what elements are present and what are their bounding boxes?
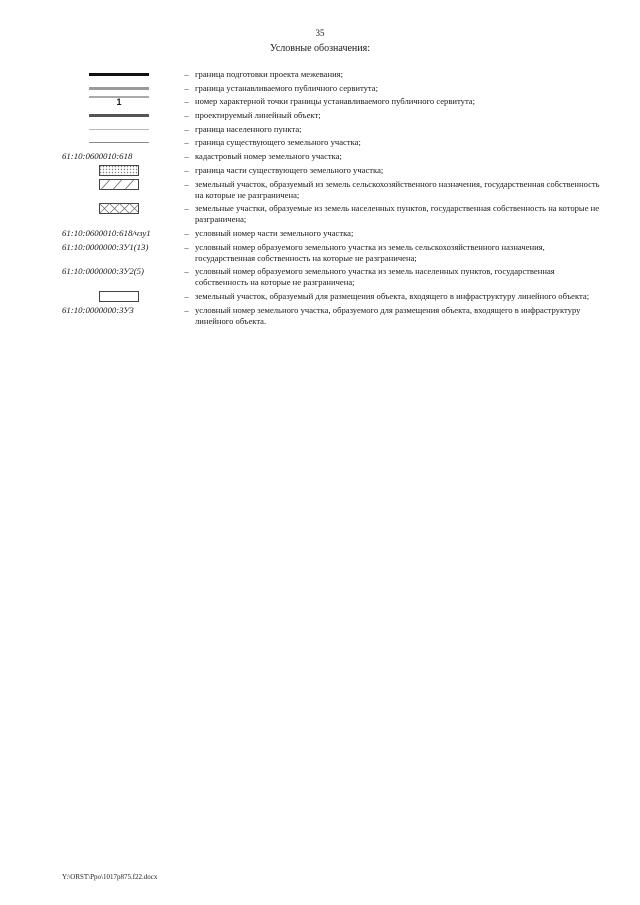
cross-hatched-box-icon [99,203,139,214]
legend-symbol [60,179,178,190]
legend-symbol [60,137,178,148]
legend-item [60,179,605,201]
legend-text: граница части существующего земельного участка; [195,164,384,175]
legend-text: граница существующего земельного участка; [195,137,361,148]
legend-dash: – [184,290,189,301]
legend-symbol [60,69,178,80]
legend-dash: – [184,69,189,79]
legend-symbol [60,203,178,214]
legend-item [60,305,605,327]
legend-item [60,110,605,121]
legend-dash: – [184,178,189,189]
legend-item [60,291,605,302]
parcel-code: 61:10:0000000:ЗУ2(5) [62,266,144,277]
legend-item [60,83,605,94]
legend-text: земельный участок, образуемый из земель сельскохозяйственного назначения, государственная собственность на которые не разграничена; [195,178,600,200]
legend-text: граница устанавливаемого публичного сервитута; [195,82,378,93]
thin-line-icon [89,129,149,130]
legend-symbol [60,291,178,302]
legend-item [60,266,605,288]
thin-dark-line-icon [89,142,149,143]
legend-symbol [60,165,178,176]
legend-dash: – [184,164,189,175]
legend-dash: – [184,110,189,121]
legend-item [60,228,605,239]
legend-item [60,96,605,107]
legend-dash: – [184,227,189,238]
legend-dash: – [184,96,189,107]
dotted-box-icon [99,165,139,176]
legend-text: кадастровый номер земельного участка; [195,151,342,162]
legend-item [60,151,605,162]
legend-symbol [60,124,178,135]
legend-list [60,69,605,329]
page-number: 35 [315,28,325,38]
legend-dash: – [184,151,189,162]
legend-text: проектируемый линейный объект; [195,110,321,121]
thick-black-line-icon [89,73,149,76]
parcel-code: 61:10:0000000:ЗУ3 [62,304,134,315]
legend-dash: – [184,241,189,252]
legend-dash: – [184,82,189,93]
dark-gray-line-icon [89,114,149,117]
legend-dash: – [184,304,189,315]
page-title: Условные обозначения: [269,43,370,54]
legend-text: условный номер образуемого земельного участка из земель населенных пунктов, государственная собственность на которые не разграничена; [195,266,555,288]
hatched-box-icon [99,179,139,190]
legend-symbol [60,96,178,107]
cadastral-code: 61:10:0600010:618 [62,151,133,162]
legend-item [60,203,605,225]
legend-item [60,69,605,80]
legend-text: номер характерной точки границы устанавливаемого публичного сервитута; [195,96,476,107]
legend-item [60,137,605,148]
legend-text: земельные участки, образуемые из земель населенных пунктов, государственная собственность на которые не разграничена; [195,203,600,225]
point-number-icon [89,96,149,107]
empty-box-icon [99,291,139,302]
file-path-footer: Y:\ORST\Ppo\1017p875.f22.docx [62,873,158,881]
legend-symbol [60,110,178,121]
point-number-label: 1 [116,97,122,108]
legend-text: условный номер образуемого земельного участка из земель сельскохозяйственного назначения, государственная собственность на которые не разграничена; [195,241,545,263]
legend-text: земельный участок, образуемый для размещения объекта, входящего в инфраструктуру линейного объекта; [195,290,590,301]
legend-item [60,165,605,176]
legend-text: граница населенного пункта; [195,123,302,134]
legend-dash: – [184,137,189,148]
legend-symbol [60,83,178,94]
legend-dash: – [184,266,189,277]
legend-text: условный номер части земельного участка; [195,227,354,238]
legend-item [60,242,605,264]
legend-dash: – [184,123,189,134]
parcel-code: 61:10:0000000:ЗУ1(13) [62,241,149,252]
legend-text: граница подготовки проекта межевания; [195,69,344,79]
legend-dash: – [184,203,189,214]
gray-line-icon [89,87,149,90]
legend-item [60,124,605,135]
part-code: 61:10:0600010:618/чзу1 [62,227,151,238]
legend-text: условный номер земельного участка, образуемого для размещения объекта, входящего в инфраструктуру линейного объекта. [195,304,581,326]
